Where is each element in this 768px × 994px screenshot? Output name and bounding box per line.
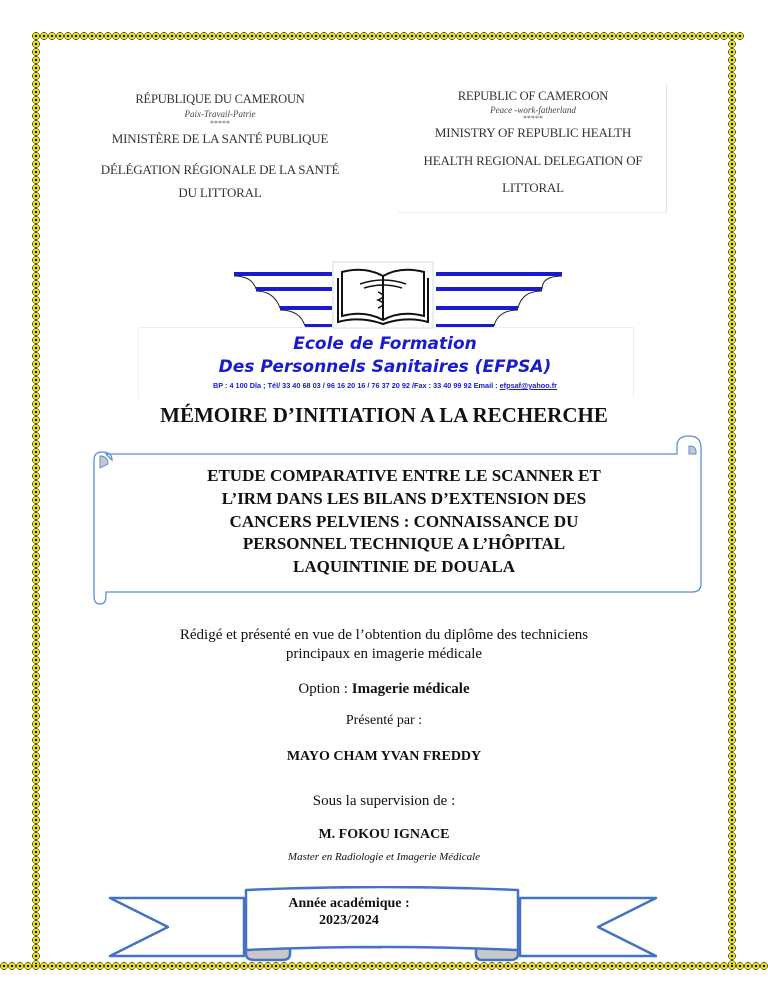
academic-year bbox=[246, 895, 452, 929]
stars-fr: ***** bbox=[210, 119, 230, 128]
supervisor-title: Master en Radiologie et Imagerie Médicale bbox=[287, 851, 481, 863]
country-en: REPUBLIC OF CAMEROON bbox=[457, 89, 609, 103]
academic-year-value: 2023/2024 bbox=[319, 913, 379, 928]
supervision-label: Sous la supervision de : bbox=[312, 793, 456, 809]
school-name-1: Ecole de Formation bbox=[293, 334, 477, 354]
contact-text: BP : 4 100 Dla ; Tél/ 33 40 68 03 / 96 16 20 16 / 76 37 20 92 /Fax : 33 40 99 92 Email : bbox=[212, 381, 500, 390]
delegation-fr-1: DÉLÉGATION RÉGIONALE DE LA SANTÉ bbox=[100, 162, 340, 177]
delegation-en-1: HEALTH REGIONAL DELEGATION OF bbox=[423, 153, 643, 168]
school-name-2: Des Personnels Sanitaires (EFPSA) bbox=[218, 357, 552, 377]
presented-by-label: Présenté par : bbox=[345, 713, 423, 728]
supervisor-name: M. FOKOU IGNACE bbox=[318, 827, 450, 842]
purpose-line-2: principaux en imagerie médicale bbox=[285, 646, 483, 662]
thesis-title-line: ETUDE COMPARATIVE ENTRE LE SCANNER ET bbox=[207, 466, 601, 485]
author-name: MAYO CHAM YVAN FREDDY bbox=[286, 749, 482, 764]
document-type: MÉMOIRE D’INITIATION A LA RECHERCHE bbox=[160, 403, 608, 427]
radiation-border-left bbox=[32, 32, 40, 964]
thesis-title bbox=[112, 465, 696, 579]
thesis-title-line: L’IRM DANS LES BILANS D’EXTENSION DES bbox=[221, 488, 587, 508]
email-link[interactable]: efpsaf@yahoo.fr bbox=[499, 381, 558, 390]
ministry-fr: MINISTÈRE DE LA SANTÉ PUBLIQUE bbox=[111, 131, 329, 146]
radiation-border-right bbox=[728, 32, 736, 964]
header-right bbox=[398, 84, 667, 213]
country-fr: RÉPUBLIQUE DU CAMEROUN bbox=[135, 92, 305, 106]
thesis-title-line: PERSONNEL TECHNIQUE A L’HÔPITAL bbox=[242, 534, 566, 554]
option bbox=[0, 681, 768, 698]
stars-en: ***** bbox=[523, 114, 543, 123]
purpose-line-1: Rédigé et présenté en vue de l’obtention du diplôme des techniciens bbox=[179, 627, 589, 643]
thesis-title-line: LAQUINTINIE DE DOUALA bbox=[293, 557, 515, 577]
option-label: Option : bbox=[298, 681, 352, 697]
delegation-fr-2: DU LITTORAL bbox=[178, 185, 262, 200]
delegation-en-2: LITTORAL bbox=[502, 180, 564, 195]
motto-en: Peace -work-fatherland bbox=[490, 105, 576, 115]
thesis-title-line: CANCERS PELVIENS : CONNAISSANCE DU bbox=[229, 511, 579, 531]
option-value: Imagerie médicale bbox=[351, 681, 470, 697]
school-contact bbox=[138, 381, 632, 390]
motto-fr: Paix-Travail-Patrie bbox=[184, 109, 256, 119]
school-logo bbox=[230, 258, 566, 332]
radiation-border-top bbox=[32, 32, 744, 40]
academic-year-label: Année académique : bbox=[288, 896, 410, 911]
ministry-en: MINISTRY OF REPUBLIC HEALTH bbox=[434, 125, 632, 140]
